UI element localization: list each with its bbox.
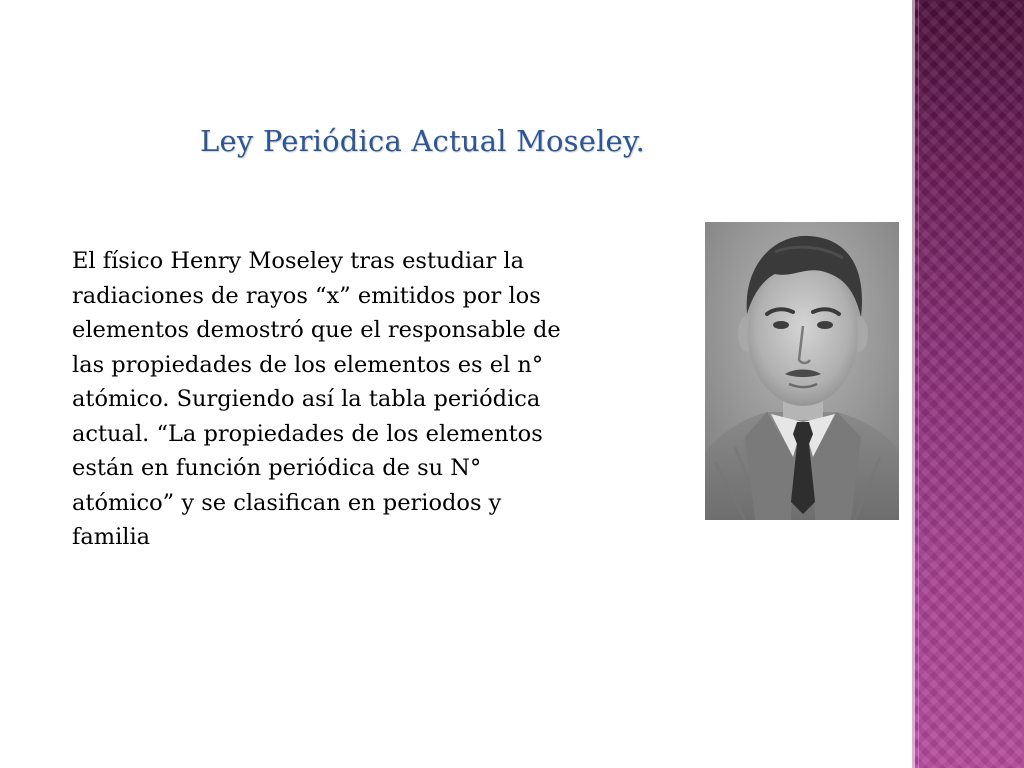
body-line: elementos demostró que el responsable de	[72, 317, 561, 343]
portrait-photo-icon	[705, 222, 899, 520]
body-line: las propiedades de los elementos es el n°	[72, 351, 544, 378]
body-line: radiaciones de rayos “x” emitidos por los	[72, 282, 541, 309]
body-line: están en función periódica de su N°	[72, 455, 482, 481]
body-line: actual. “La propiedades de los elementos	[72, 420, 543, 447]
body-line: familia	[72, 524, 151, 550]
body-line: atómico” y se clasifican en periodos y	[72, 489, 502, 516]
slide-title: Ley Periódica Actual Moseley.	[200, 124, 646, 158]
body-paragraph	[72, 244, 692, 555]
portrait-photo	[705, 222, 899, 520]
decorative-side-band	[912, 0, 1024, 768]
body-line: El físico Henry Moseley tras estudiar la	[72, 248, 525, 274]
body-line: atómico. Surgiendo así la tabla periódica	[72, 386, 541, 412]
